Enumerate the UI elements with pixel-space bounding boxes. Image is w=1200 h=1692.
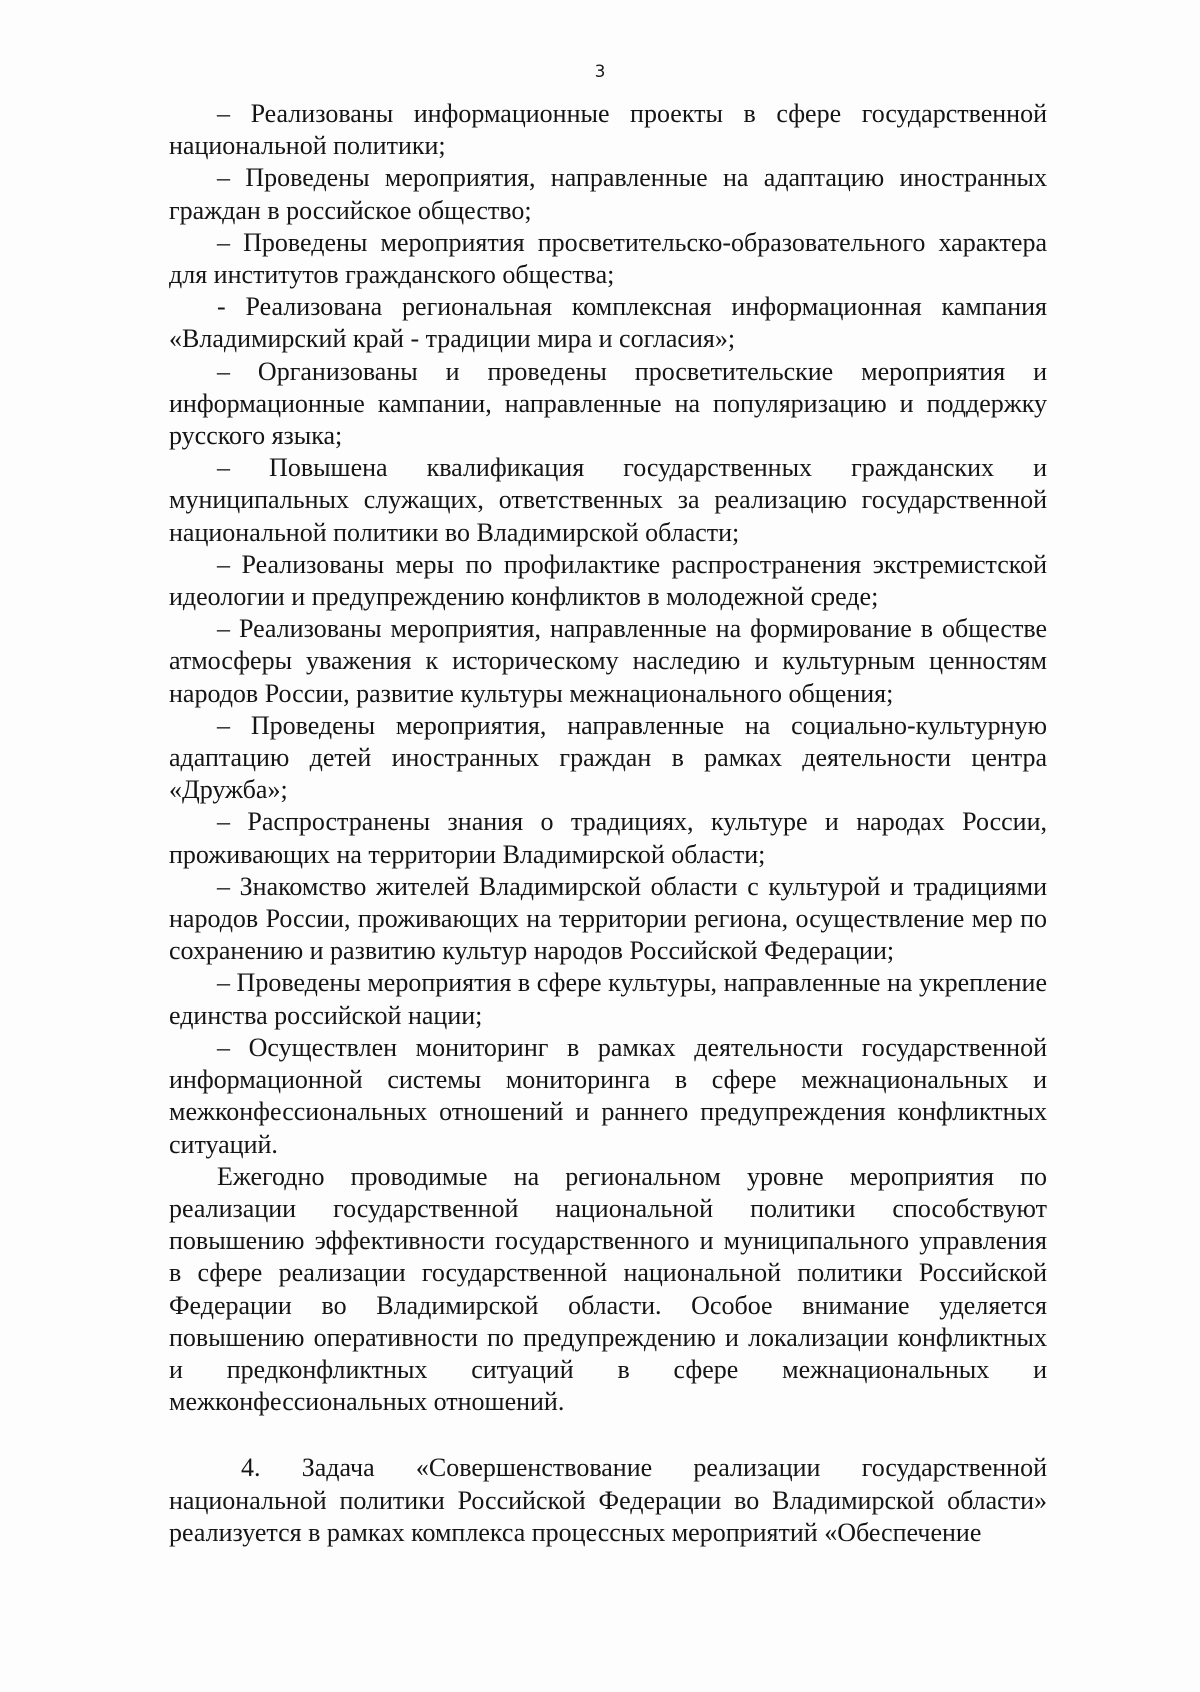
document-body bbox=[169, 98, 1047, 1549]
list-item: – Проведены мероприятия в сфере культуры, направленные на укрепление единства российской нации; bbox=[169, 968, 1047, 1030]
list-item: – Знакомство жителей Владимирской области с культурой и традициями народов России, проживающих на территории региона, осуществление мер по сохранению и развитию культур народов Российской Федерации; bbox=[169, 871, 1047, 966]
list-item: – Повышена квалификация государственных гражданских и муниципальных служащих, ответственных за реализацию государственной национальной политики во Владимирской области; bbox=[169, 453, 1047, 547]
list-item: – Проведены мероприятия просветительско-образовательного характера для институтов гражданского общества; bbox=[169, 227, 1047, 290]
list-item: – Реализованы информационные проекты в сфере государственной национальной политики; bbox=[169, 99, 1047, 161]
task-paragraph: 4. Задача «Совершенствование реализации государственной национальной политики Российской Федерации во Владимирской области» реализуется в рамках комплекса процессных мероприятий «Обеспечение bbox=[169, 1453, 1047, 1547]
summary-paragraph: Ежегодно проводимые на региональном уровне мероприятия по реализации государственной национальной политики способствуют повышению эффективности государственного и муниципального управления в сфере реализации государственной национальной политики Российской Федерации во Владимирской области. Особое внимание уделяется повышению оперативности по предупреждению и локализации конфликтных и предконфликтных ситуаций в сфере межнациональных и межконфессиональных отношений. bbox=[169, 1161, 1047, 1417]
list-item: – Распространены знания о традициях, культуре и народах России, проживающих на территории Владимирской области; bbox=[169, 807, 1047, 869]
list-item: – Реализованы меры по профилактике распространения экстремистской идеологии и предупреждению конфликтов в молодежной среде; bbox=[169, 549, 1047, 612]
list-item: – Организованы и проведены просветительские мероприятия и информационные кампании, направленные на популяризацию и поддержку русского языка; bbox=[169, 356, 1047, 451]
list-item: – Осуществлен мониторинг в рамках деятельности государственной информационной системы мониторинга в сфере межнациональных и межконфессиональных отношений и раннего предупреждения конфликтных ситуаций. bbox=[169, 1032, 1047, 1159]
list-item: – Реализованы мероприятия, направленные на формирование в обществе атмосферы уважения к историческому наследию и культурным ценностям народов России, развитие культуры межнационального общения; bbox=[169, 614, 1047, 708]
list-item: - Реализована региональная комплексная информационная кампания «Владимирский край - традиции мира и согласия»; bbox=[169, 292, 1047, 354]
list-item: – Проведены мероприятия, направленные на адаптацию иностранных граждан в российское общество; bbox=[169, 163, 1047, 225]
page-number: 3 bbox=[594, 62, 606, 82]
list-item: – Проведены мероприятия, направленные на социально-культурную адаптацию детей иностранных граждан в рамках деятельности центра «Дружба»; bbox=[169, 710, 1047, 805]
